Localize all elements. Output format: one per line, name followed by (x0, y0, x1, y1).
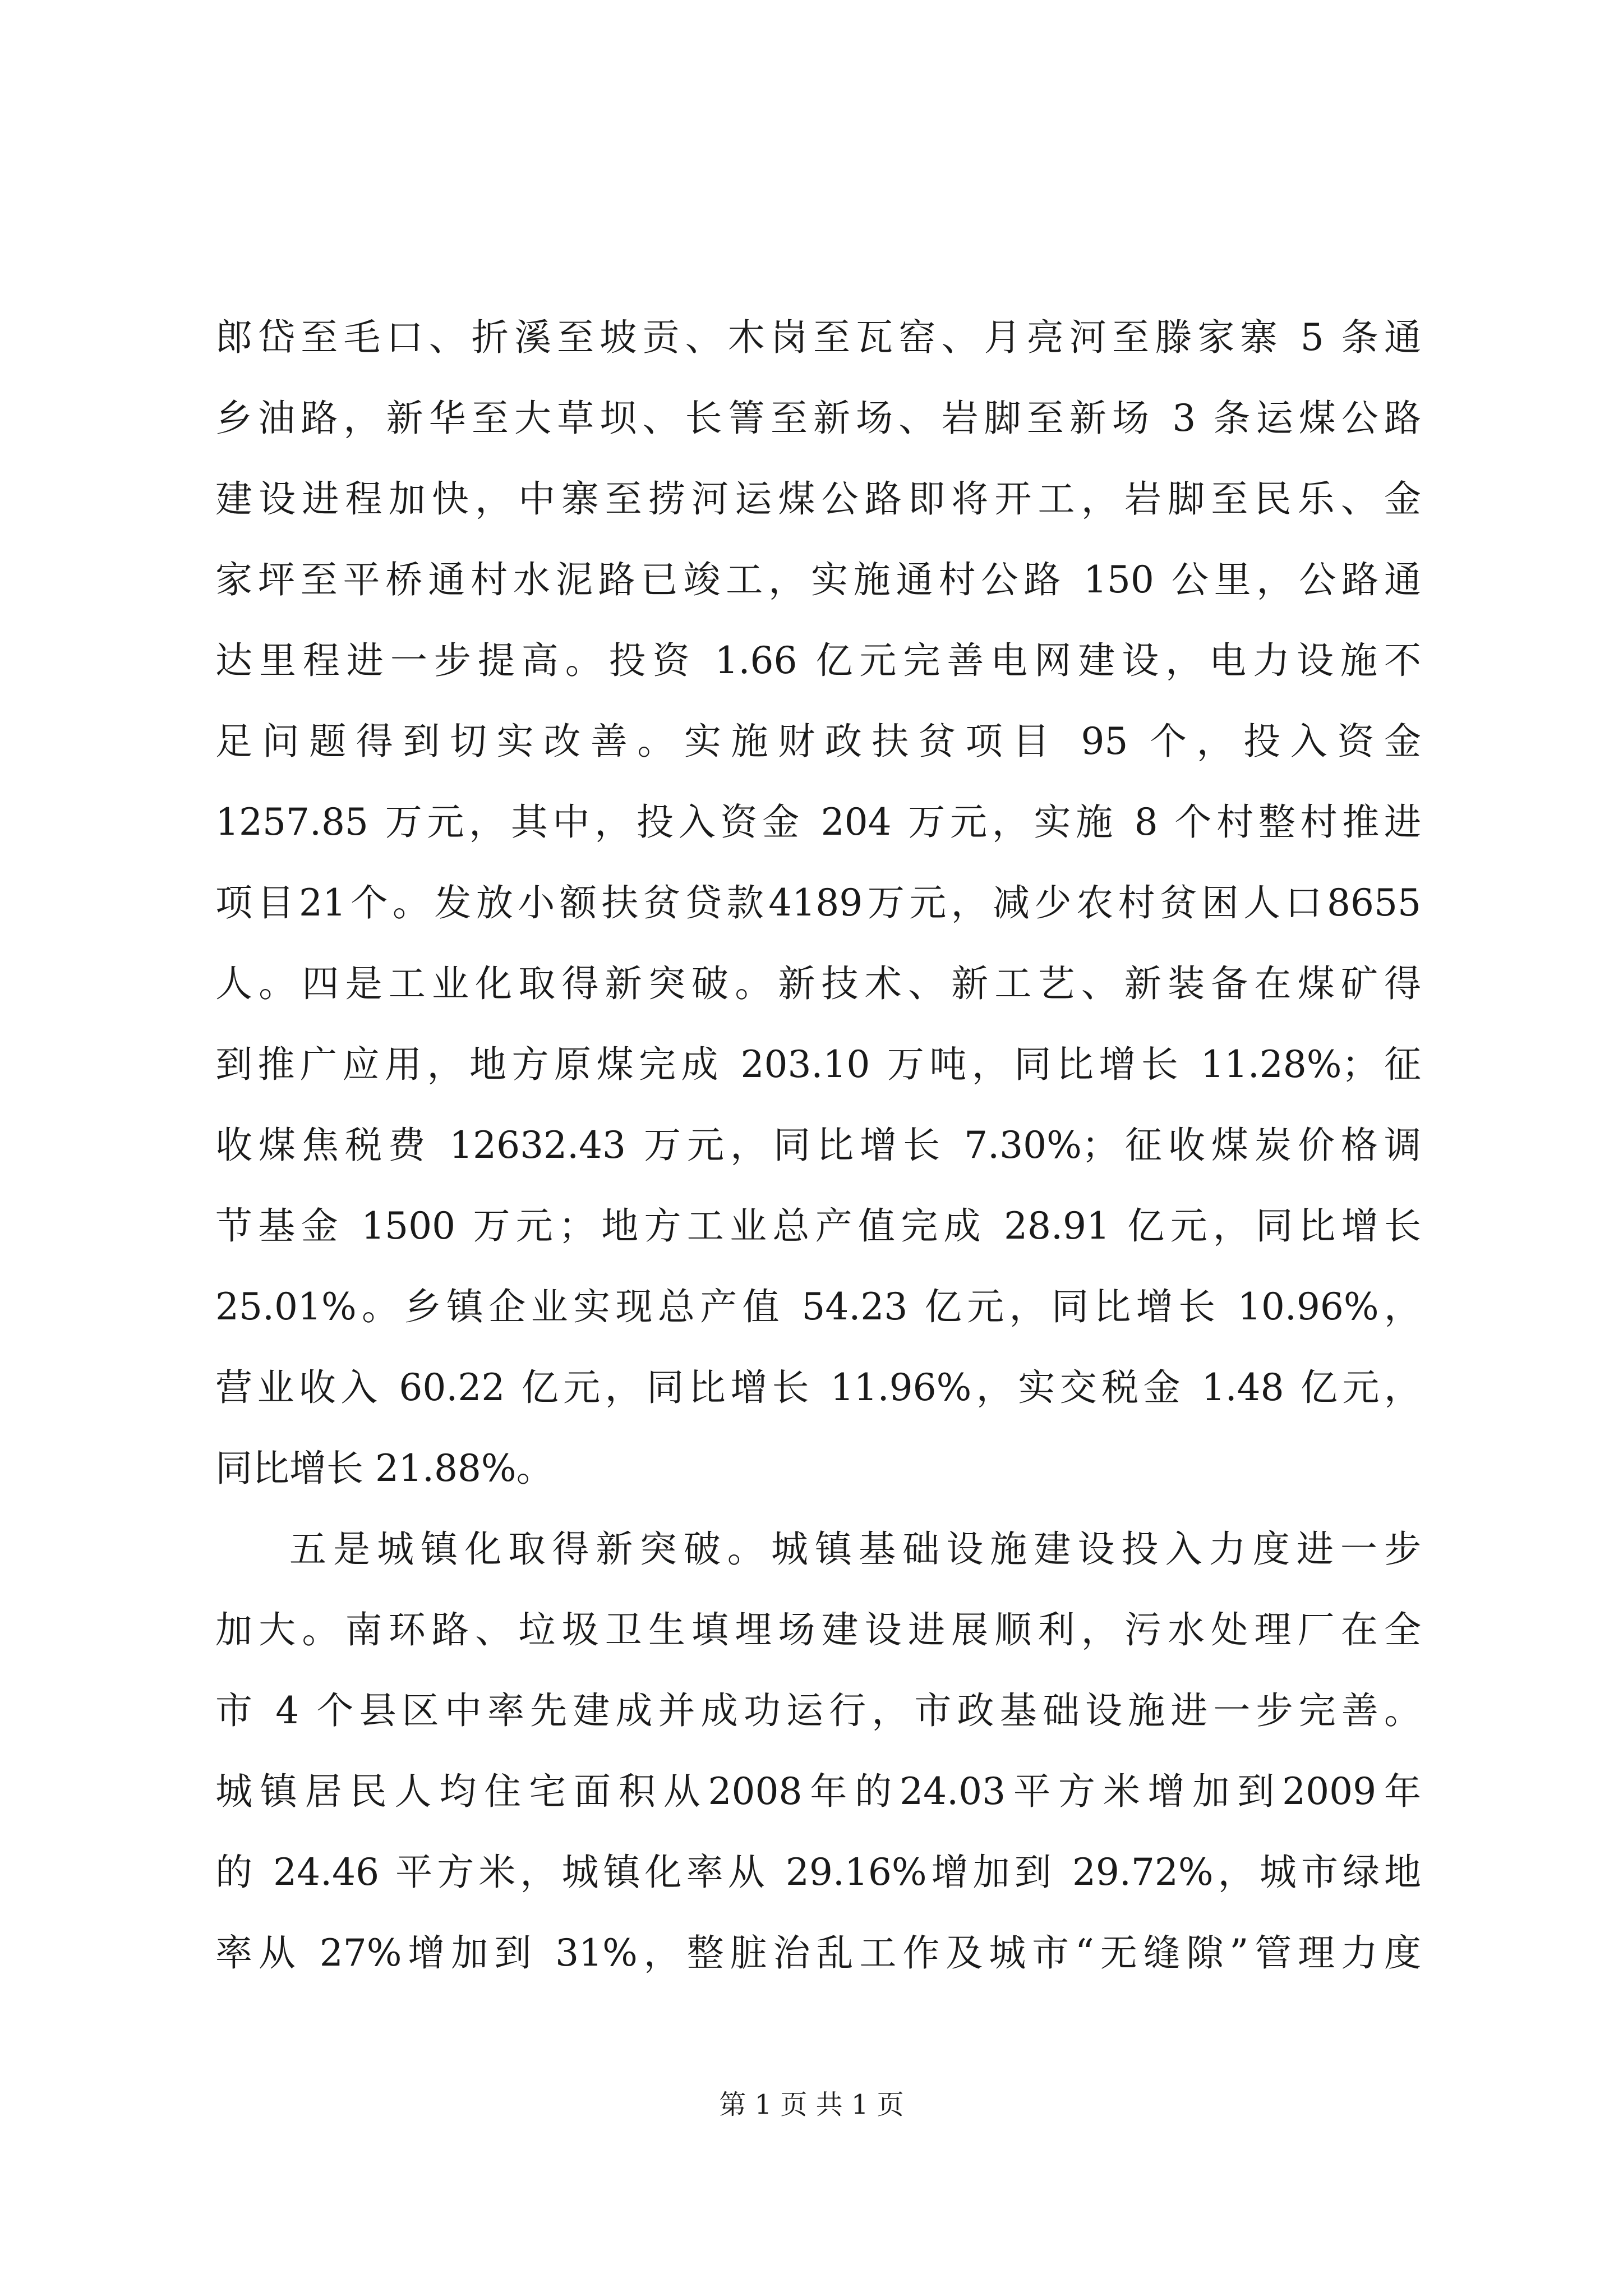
text-line: 节基金 1500 万元；地方工业总产值完成 28.91 亿元，同比增长 (215, 1204, 1421, 1248)
text-line: 建设进程加快，中寨至捞河运煤公路即将开工，岩脚至民乐、金 (215, 477, 1421, 521)
text-line: 收煤焦税费 12632.43 万元，同比增长 7.30%；征收煤炭价格调 (215, 1124, 1421, 1167)
text-line: 到推广应用，地方原煤完成 203.10 万吨，同比增长 11.28%；征 (215, 1043, 1421, 1086)
page-footer (0, 2088, 1623, 2122)
text-line: 率从 27%增加到 31%，整脏治乱工作及城市“无缝隙”管理力度 (215, 1931, 1421, 1975)
paragraph-1 (215, 297, 1421, 1509)
text-line: 同比增长 21.88%。 (215, 1447, 554, 1490)
text-line: 足问题得到切实改善。实施财政扶贫项目 95 个，投入资金 (215, 720, 1421, 763)
text-line: 郎岱至毛口、折溪至坡贡、木岗至瓦窑、月亮河至滕家寨 5 条通 (215, 316, 1421, 359)
text-line: 达里程进一步提高。投资 1.66 亿元完善电网建设，电力设施不 (215, 639, 1421, 682)
text-line: 25.01%。乡镇企业实现总产值 54.23 亿元，同比增长 10.96%， (215, 1285, 1421, 1328)
text-line: 加大。南环路、垃圾卫生填埋场建设进展顺利，污水处理厂在全 (215, 1608, 1421, 1651)
page-number-label: 第 1 页 共 1 页 (719, 2089, 904, 2120)
text-line: 人。四是工业化取得新突破。新技术、新工艺、新装备在煤矿得 (215, 962, 1421, 1005)
text-line: 乡油路，新华至大草坝、长箐至新场、岩脚至新场 3 条运煤公路 (215, 397, 1421, 440)
text-line: 五是城镇化取得新突破。城镇基础设施建设投入力度进一步 (289, 1527, 1421, 1571)
text-line: 家坪至平桥通村水泥路已竣工，实施通村公路 150 公里，公路通 (215, 558, 1421, 601)
text-line: 城镇居民人均住宅面积从2008年的24.03平方米增加到2009年 (215, 1770, 1421, 1813)
text-line: 市 4 个县区中率先建成并成功运行，市政基础设施进一步完善。 (215, 1689, 1421, 1732)
text-line: 营业收入 60.22 亿元，同比增长 11.96%，实交税金 1.48 亿元， (215, 1366, 1421, 1409)
text-line: 项目21个。发放小额扶贫贷款4189万元，减少农村贫困人口8655 (215, 881, 1421, 924)
document-body (215, 297, 1421, 1994)
text-line: 1257.85 万元，其中，投入资金 204 万元，实施 8 个村整村推进 (215, 800, 1421, 844)
text-line: 的 24.46 平方米，城镇化率从 29.16%增加到 29.72%，城市绿地 (215, 1851, 1421, 1894)
paragraph-2 (215, 1509, 1421, 1994)
